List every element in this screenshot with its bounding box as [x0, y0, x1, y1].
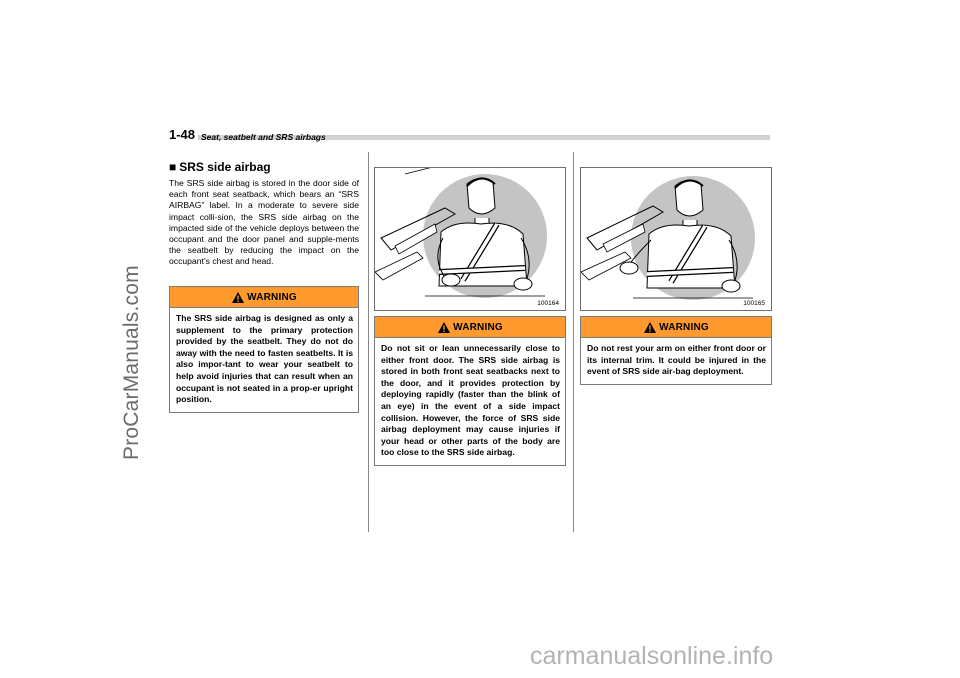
warning-box: [580, 316, 772, 385]
warning-triangle-icon: [231, 291, 245, 304]
page-number: 1-48: [169, 127, 196, 142]
warning-text: Do not rest your arm on either front door or its internal trim. It could be injured in the event of SRS side air-bag deployment.: [587, 343, 766, 377]
figure-code: 100165: [743, 300, 765, 307]
warning-triangle-icon: [437, 321, 451, 334]
occupant-illustration: [581, 168, 771, 310]
warning-label: WARNING: [247, 291, 297, 303]
warning-header: [375, 317, 565, 338]
bottom-watermark: carmanualsonline.info: [530, 642, 774, 670]
warning-box: [169, 286, 359, 413]
warning-label: WARNING: [659, 321, 709, 333]
warning-triangle-icon: [643, 321, 657, 334]
column-divider: [368, 152, 369, 532]
warning-label: WARNING: [453, 321, 503, 333]
warning-text: Do not sit or lean unnecessarily close to either front door. The SRS side airbag is stored in both front seat seatbacks next to the door, and it provides protection by deploying rapidly (faster than the blink of an eye) in the event of a side impact collision. However, the force of SRS side airbag deployment may cause injuries if your head or other parts of the body are too close to the SRS side airbag.: [381, 343, 560, 458]
figure-code: 100164: [537, 300, 559, 307]
section-name: Seat, seatbelt and SRS airbags: [201, 132, 326, 142]
column-divider: [573, 152, 574, 532]
section-body: The SRS side airbag is stored in the door side of each front seat seatback, which bears an “SRS AIRBAG” label. In a moderate to severe side impact colli-sion, the SRS side airbag on the impacted side of the vehicle deploys between the occupant and the door panel and supple-ments the seatbelt by reducing the impact on the occupant’s chest and head.: [169, 178, 359, 267]
warning-header: [581, 317, 771, 338]
warning-box: [374, 316, 566, 466]
section-heading: [169, 160, 271, 174]
black-square-icon: ■: [169, 160, 177, 174]
illustration-arm-on-door: [580, 167, 772, 311]
section-heading-text: SRS side airbag: [179, 160, 271, 174]
warning-header: [170, 287, 358, 308]
side-watermark: ProCarManuals.com: [120, 265, 143, 460]
warning-text: The SRS side airbag is designed as only a supplement to the primary protection provided by the seatbelt. They do not do away with the need to fasten seatbelts. It is also impor-tant to wear your seatbelt to help avoid injuries that can result when an occupant is not seated in a prop-er upright position.: [176, 313, 353, 405]
illustration-seated-occupant: [374, 167, 566, 311]
occupant-illustration: [375, 168, 565, 310]
